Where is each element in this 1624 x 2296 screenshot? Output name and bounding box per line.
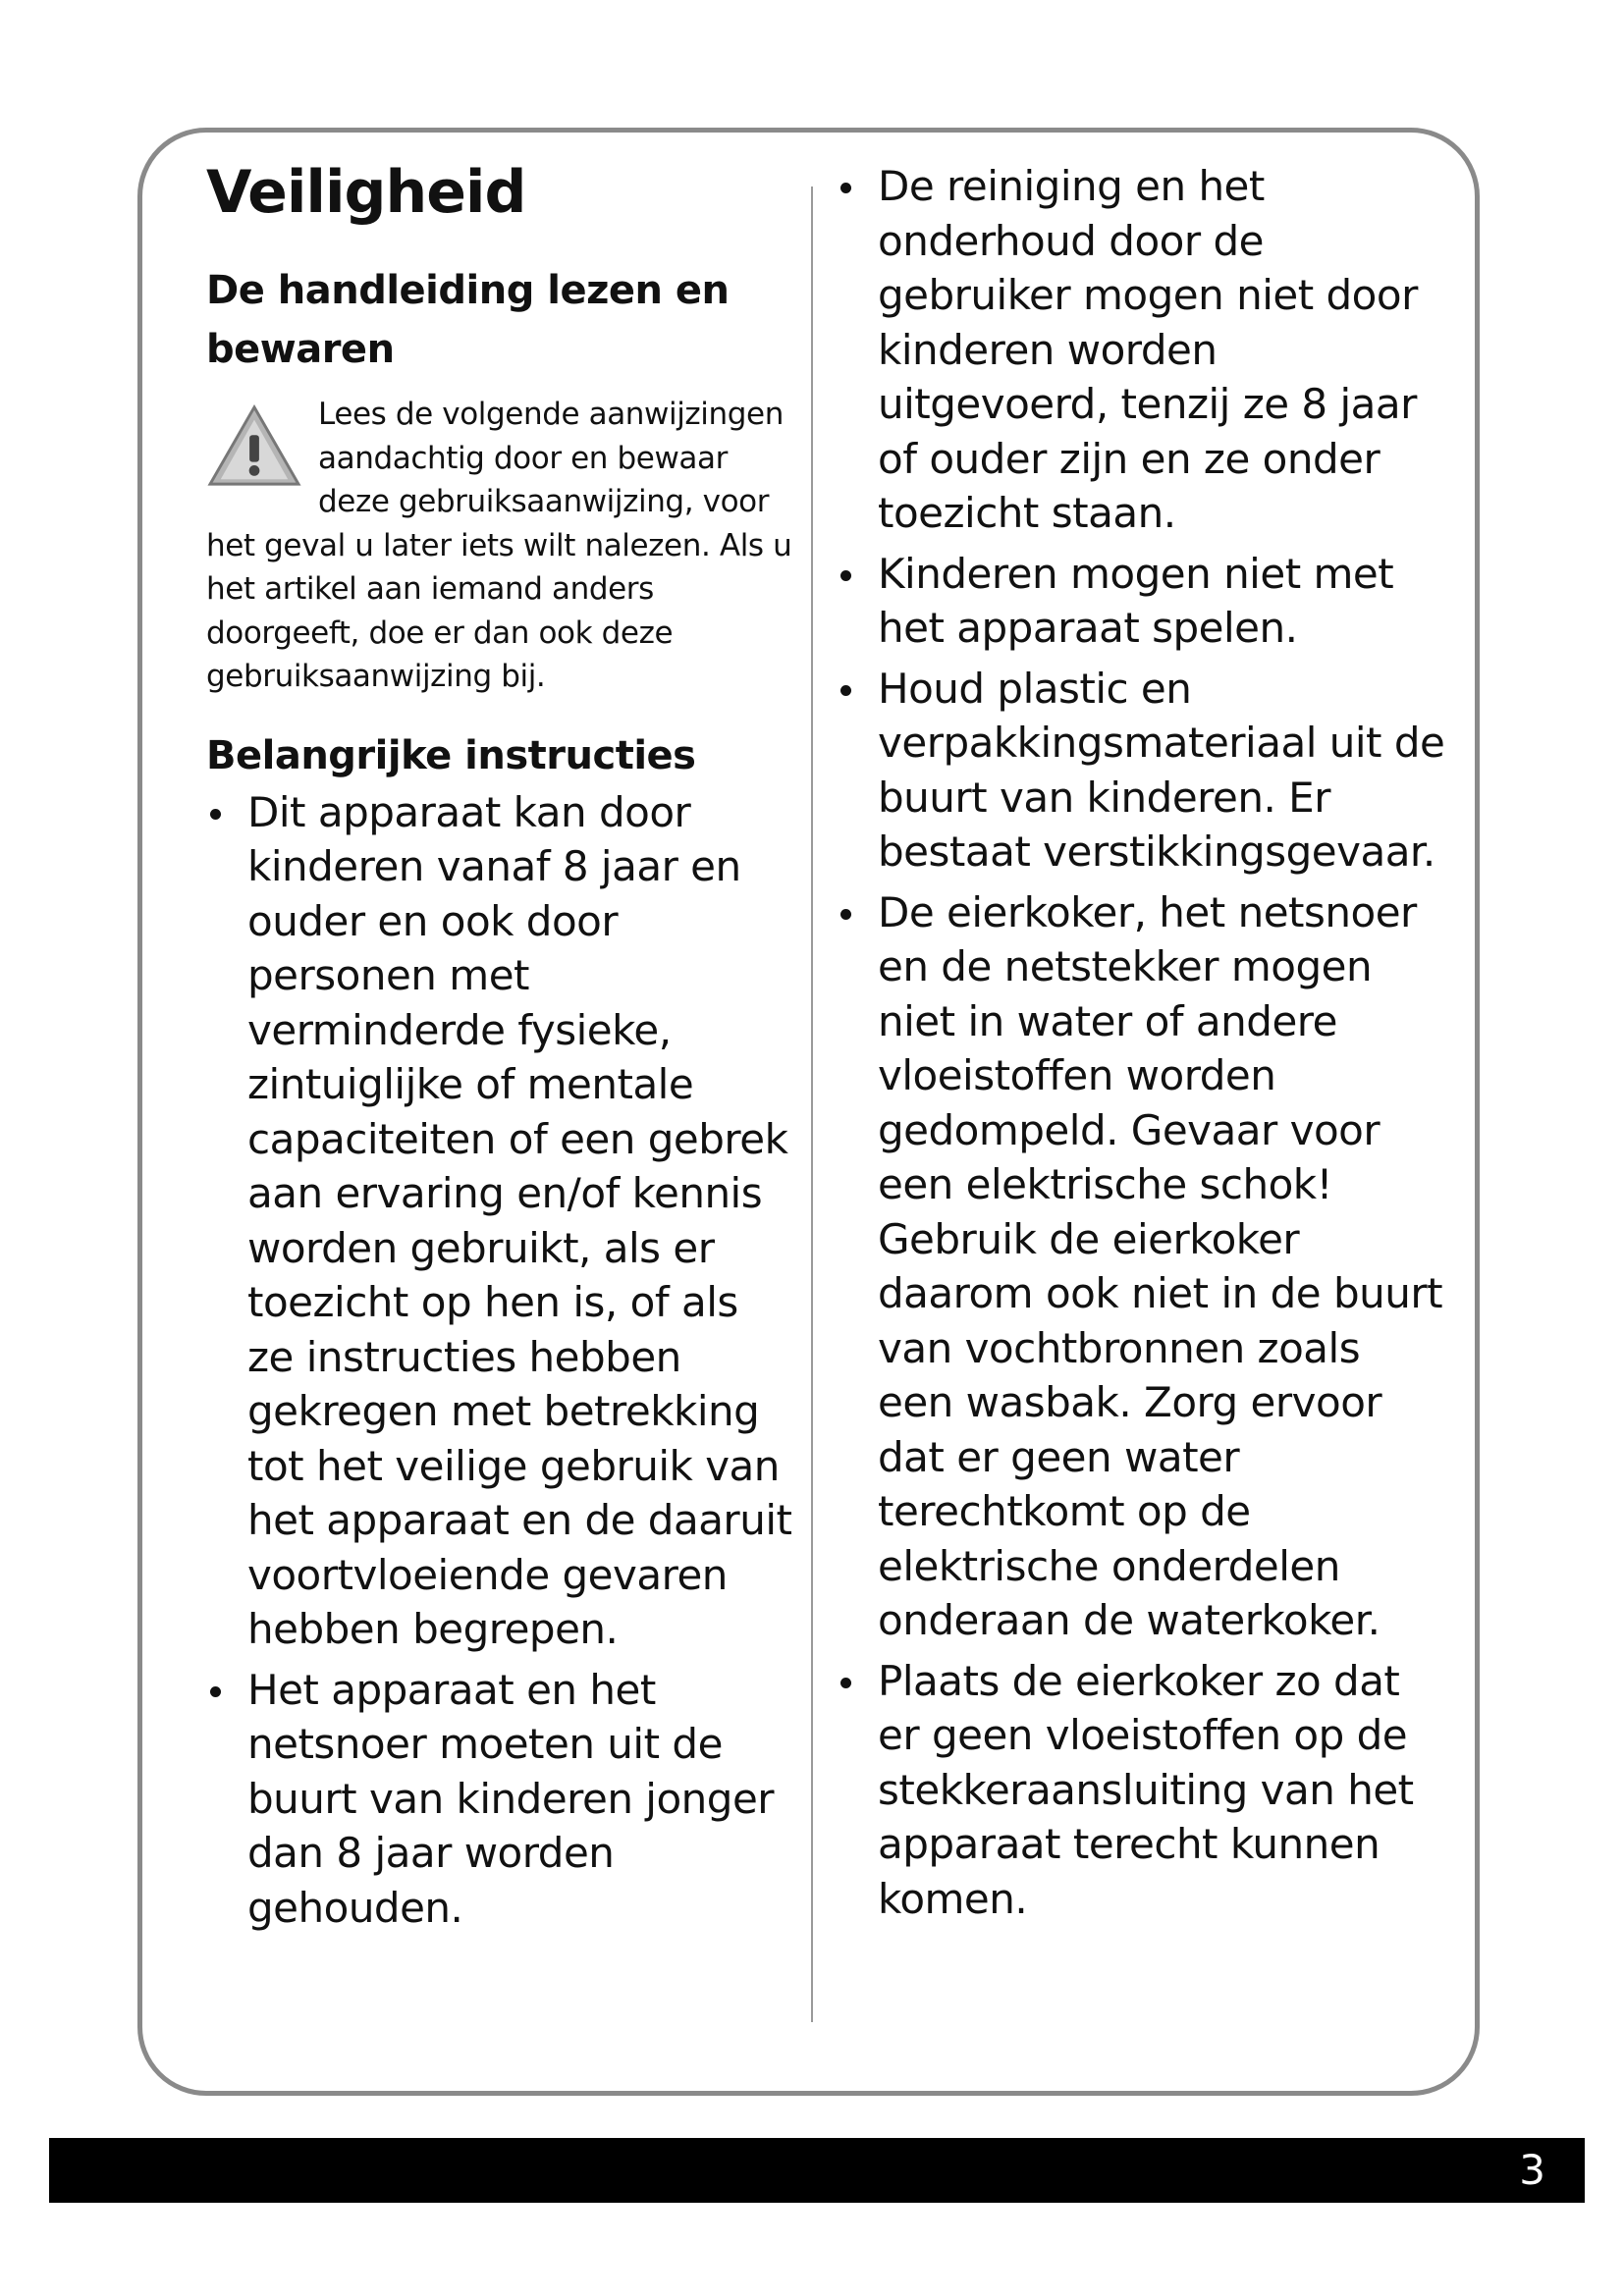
list-item-text: Kinderen mogen niet met het apparaat spelen.	[878, 549, 1394, 652]
bullet-icon	[210, 809, 221, 820]
right-column	[837, 159, 1445, 1932]
intro-text: Lees de volgende aanwijzingen aandachtig door en bewaar deze gebruiksaanwijzing, voor het geval u later iets wilt nalezen. Als u het artikel aan iemand anders doorgeeft, doe er dan ook deze gebruiksaanwijzing bij.	[206, 397, 792, 694]
left-bullet-list	[206, 785, 795, 1936]
intro-paragraph	[206, 393, 795, 699]
list-item	[837, 1654, 1445, 1927]
list-item-text: Dit apparaat kan door kinderen vanaf 8 jaar en ouder en ook door personen met verminderde fysieke, zintuiglijke of mentale capaciteiten of een gebrek aan ervaring en/of kennis worden gebruikt, als er toezicht op hen is, of als ze instructies hebben gekregen met betrekking tot het veilige gebruik van het apparaat en de daaruit voortvloeiende gevaren hebben begrepen.	[247, 787, 792, 1653]
left-column	[206, 147, 795, 1941]
bullet-icon	[840, 909, 851, 920]
list-item	[837, 662, 1445, 880]
warning-triangle-icon	[206, 402, 306, 501]
section-title: Veiligheid	[206, 158, 526, 227]
bullet-icon	[840, 570, 851, 581]
right-bullet-list	[837, 159, 1445, 1926]
bullet-icon	[210, 1686, 221, 1697]
bullet-icon	[840, 183, 851, 193]
list-item-text: Plaats de eierkoker zo dat er geen vloeistoffen op de stekkeraansluiting van het apparaat terecht kunnen komen.	[878, 1656, 1414, 1923]
column-divider	[811, 187, 813, 2022]
list-item-text: Houd plastic en verpakkingsmateriaal uit de buurt van kinderen. Er bestaat verstikkingsgevaar.	[878, 664, 1445, 876]
list-item-text: De eierkoker, het netsnoer en de netstekker mogen niet in water of andere vloeistoffen worden gedompeld. Gevaar voor een elektrische schok! Gebruik de eierkoker daarom ook niet in de buurt van vochtbronnen zoals een wasbak. Zorg ervoor dat er geen water terechtkomt op de elektrische onderdelen onderaan de waterkoker.	[878, 887, 1443, 1644]
list-item-text: De reiniging en het onderhoud door de gebruiker mogen niet door kinderen worden uitgevoerd, tenzij ze 8 jaar of ouder zijn en ze onder toezicht staan.	[878, 162, 1418, 537]
footer-bar	[49, 2138, 1585, 2203]
bullet-icon	[840, 685, 851, 696]
list-item	[206, 1663, 795, 1936]
instructions-heading: Belangrijke instructies	[206, 732, 696, 778]
list-item	[837, 547, 1445, 656]
list-item	[837, 159, 1445, 541]
list-item	[206, 785, 795, 1657]
page-number: 3	[1519, 2146, 1545, 2194]
manual-heading: De handleiding lezen en bewaren	[206, 268, 730, 372]
list-item-text: Het apparaat en het netsnoer moeten uit de buurt van kinderen jonger dan 8 jaar worden gehouden.	[247, 1665, 775, 1932]
bullet-icon	[840, 1678, 851, 1688]
list-item	[837, 885, 1445, 1648]
